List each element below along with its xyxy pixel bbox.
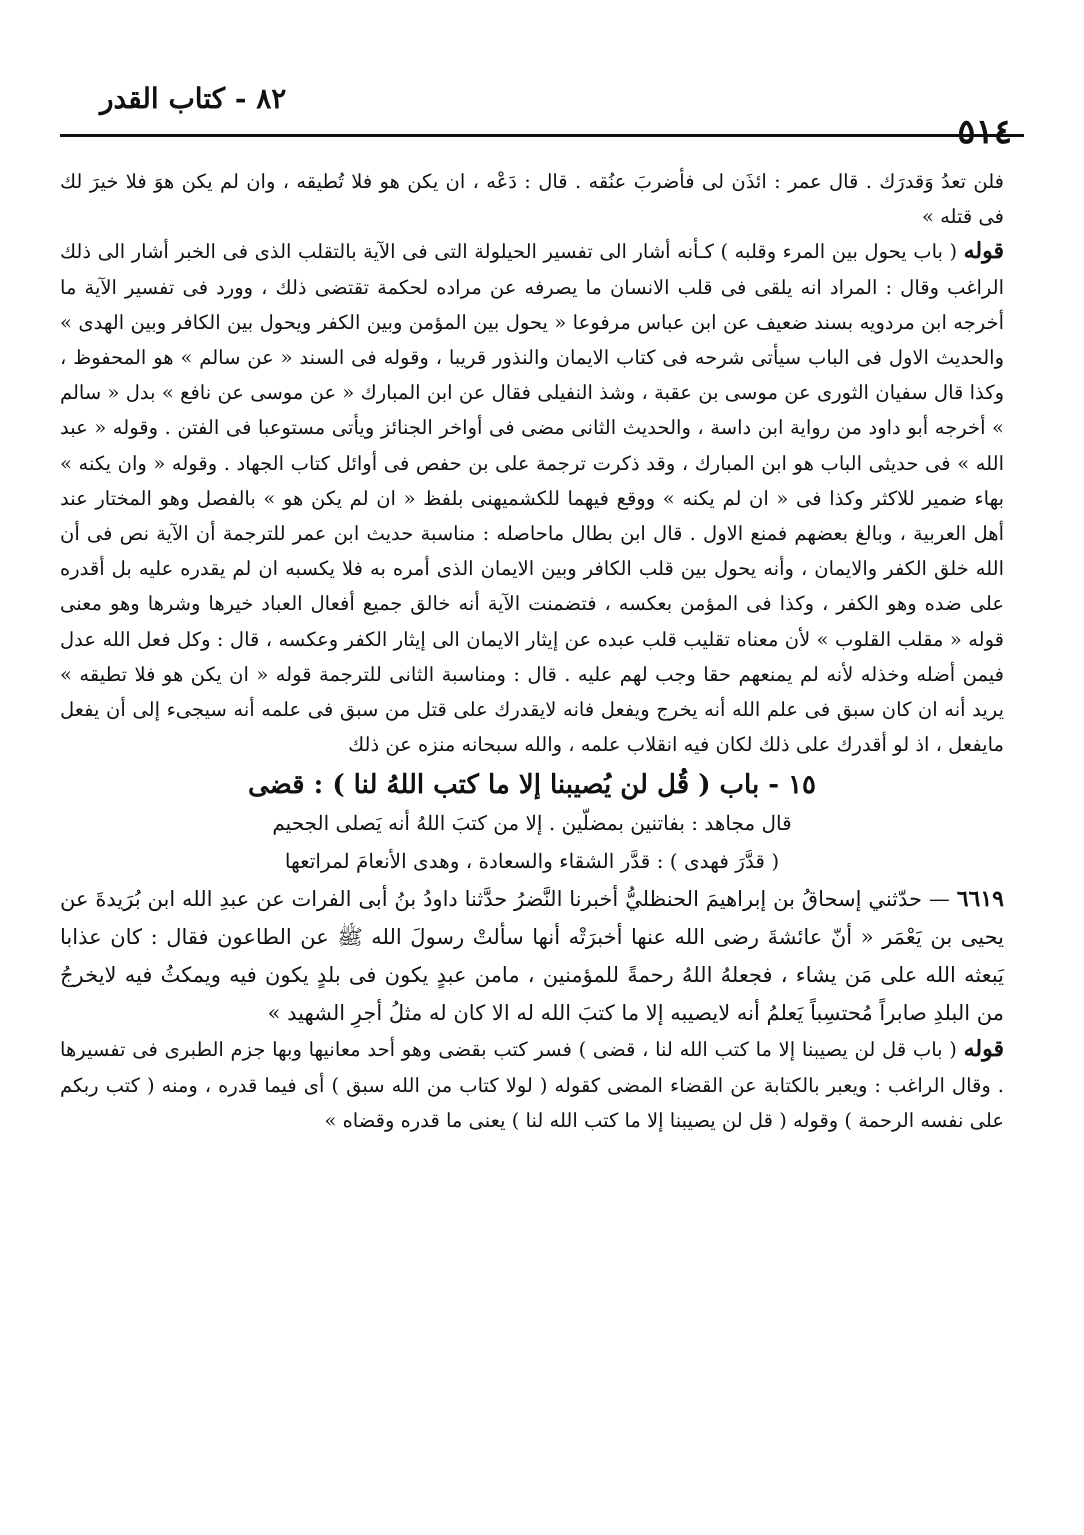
hadith-text: — حدّثني إسحاقُ بن إبراهيمَ الحنظليُّ أخبرنا النَّضرُ حدَّثنا داودُ بنُ أبى الفرات عن عبدِ الله ابن بُرَيدةَ عن يحيى بن يَعْمَر « أنّ عائشةَ رضى الله عنها أخبرَتْه أنها سألتْ رسولَ الله ﷺ عن الطاعون فقال : كان عذابا يَبعثه الله على مَن يشاء ، فجعلهُ اللهُ رحمةً للمؤمنين ، مامن عبدٍ يكون فى بلدٍ يكون فيه ويمكثُ فيه لايخرجُ من البلدِ صابراً مُحتسِباً يَعلمُ أنه لايصيبه إلا ما كتبَ الله له الا كان له مثلُ أجرِ الشهيد » [60,887,1004,1026]
running-title: ٨٢ - كتاب القدر [100,82,287,115]
paragraph-3-text: ( باب قل لن يصيبنا إلا ما كتب الله لنا ، قضى ) فسر كتب بقضى وهو أحد معانيها وبها جزم الطبرى فى تفسيرها . وقال الراغب : ويعبر بالكتابة عن القضاء المضى كقوله ( لولا كتاب من الله سبق ) أى فيما قدره ، ومنه ( كتب ربكم على نفسه الرحمة ) وقوله ( قل لن يصيبنا إلا ما كتب الله لنا ) يعنى ما قدره وقضاه » [60,1038,1004,1132]
body-text [60,164,1004,1138]
paragraph-3-lead: قوله [963,1036,1005,1063]
paragraph-2-text: ( باب يحول بين المرء وقلبه ) كـأنه أشار الى تفسير الحيلولة التى فى الآية بالتقلب الذى فى الخبر أشار الى ذلك الراغب وقال : المراد انه يلقى فى قلب الانسان ما يصرفه عن مراده لحكمة تقتضى ذلك ، وورد فى تفسير الآية ما أخرجه ابن مردويه بسند ضعيف عن ابن عباس مرفوعا « يحول بين المؤمن وبين الكفر ويحول بين الكافر وبين الهدى » والحديث الاول فى الباب سيأتى شرحه فى كتاب الايمان والنذور قريبا ، وقوله فى السند « عن سالم » هو المحفوظ ، وكذا قال سفيان الثورى عن موسى بن عقبة ، وشذ النفيلى فقال عن ابن المبارك « عن موسى عن نافع » بدل « سالم » أخرجه أبو داود من رواية ابن داسة ، والحديث الثانى مضى فى أواخر الجنائز ويأتى مستوعبا فى الفتن . وقوله « عبد الله » فى حديثى الباب هو ابن المبارك ، وقد ذكرت ترجمة على بن حفص فى أوائل كتاب الجهاد . وقوله « وان يكنه » بهاء ضمير للاكثر وكذا فى « ان لم يكنه » ووقع فيهما للكشميهنى بلفظ « ان لم يكن هو » بالفصل وهو المختار عند أهل العربية ، وبالغ بعضهم فمنع الاول . قال ابن بطال ماحاصله : مناسبة حديث ابن عمر للترجمة أن الآية نص فى أن الله خلق الكفر والايمان ، وأنه يحول بين قلب الكافر وبين الايمان الذى أمره به فلا يكسبه ان لم يقدره عليه بل أقدره على ضده وهو الكفر ، وكذا فى المؤمن بعكسه ، فتضمنت الآية أنه خالق جميع أفعال العباد خيرها وشرها وهو معنى قوله « مقلب القلوب » لأن معناه تقليب قلب عبده عن إيثار الايمان الى إيثار الكفر وعكسه ، قال : وكل فعل الله عدل فيمن أضله وخذله لأنه لم يمنعهم حقا وجب لهم عليه . قال : ومناسبة الثانى للترجمة قوله « ان يكن هو فلا تطيقه » يريد أنه ان كان سبق فى علم الله أنه يخرج ويفعل فانه لايقدرك على قتل من سبق فى علمه أنه سيجىء إلى أن يفعل مايفعل ، اذ لو أقدرك على ذلك لكان فيه انقلاب علمه ، والله سبحانه منزه عن ذلك [60,240,1004,757]
paragraph-2 [60,234,1004,762]
hadith-number: ٦٦١٩ [956,886,1004,913]
page-header [60,82,1024,162]
header-rule [60,134,1024,137]
paragraph-3 [60,1032,1004,1138]
chapter-line-2: قال مجاهد : بفاتنين بمضلّين . إلا من كتبَ اللهُ أنه يَصلى الجحيم [272,811,792,836]
paragraph-1: فلن تعدُ وَقدرَك . قال عمر : ائذَن لى فأضربَ عنُقه . قال : دَعْه ، ان يكن هو فلا تُطيقه ، وان لم يكن هوَ فلا خيرَ لك فى قتله » [60,170,1004,229]
paragraph-2-lead: قوله [963,238,1004,265]
page-number: ٥١٤ [957,112,1012,152]
hadith-paragraph [60,880,1004,1032]
chapter-line-3: ( قدَّرَ فهدى ) : قدَّر الشقاء والسعادة ، وهدى الأنعامَ لمراتعها [284,849,780,874]
chapter-heading: ١٥ - باب ( قُل لن يُصيبنا إلا ما كتب اللهُ لنا ) : قضى [247,770,817,801]
chapter-heading-block [60,766,1004,880]
